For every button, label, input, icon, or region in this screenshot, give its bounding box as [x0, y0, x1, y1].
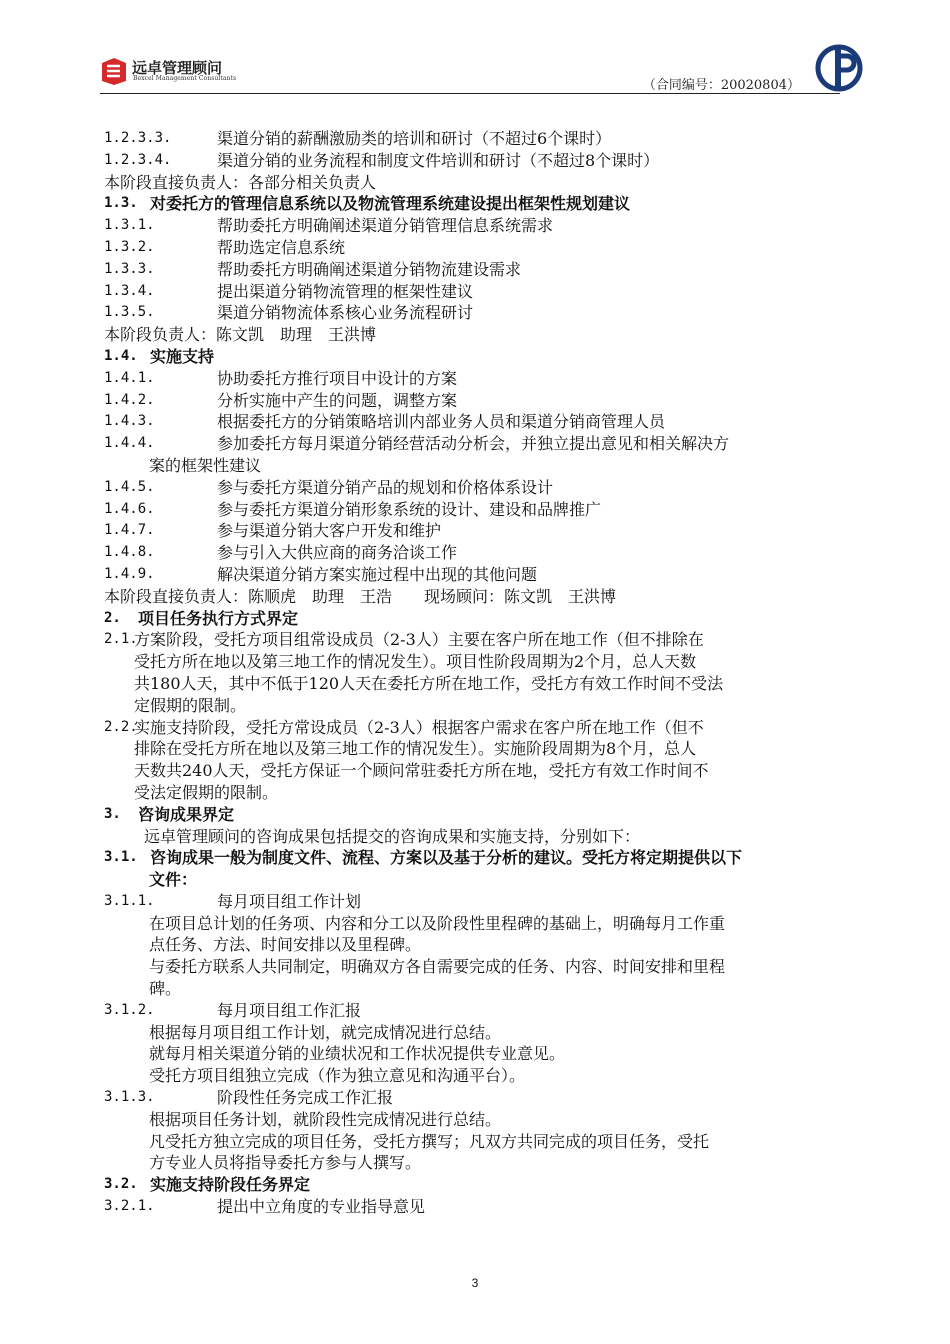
item-number: 1.4.1. [104, 369, 155, 386]
item-number: 1.2.3.3. [104, 130, 172, 146]
responsible-note: 本阶段直接负责人：陈顺虎 助理 王浩 现场顾问：陈文凯 王洪博 [104, 586, 617, 606]
item-number: 1.4.6. [104, 500, 155, 517]
text-line [104, 259, 844, 281]
text-line [104, 411, 844, 433]
text-line [104, 629, 844, 651]
item-text: 每月项目组工作计划 [217, 891, 362, 911]
responsible-note: 本阶段直接负责人：各部分相关负责人 [104, 172, 377, 192]
text-line [104, 172, 844, 194]
text-line [104, 1043, 844, 1065]
item-number: 1.4.5. [104, 478, 155, 495]
text-line [104, 433, 844, 455]
item-text: 渠道分销物流体系核心业务流程研讨 [217, 303, 474, 323]
text-line [104, 1131, 844, 1153]
item-number: 3.1.2. [104, 1001, 155, 1018]
text-line [104, 782, 844, 804]
continuation-text: 根据每月项目组工作计划，就完成情况进行总结。 [149, 1022, 502, 1042]
section-heading: 咨询成果一般为制度文件、流程、方案以及基于分析的建议。受托方将定期提供以下 [150, 848, 743, 868]
item-number: 1.4.9. [104, 565, 155, 582]
section-heading: 对委托方的管理信息系统以及物流管理系统建设提出框架性规划建议 [150, 194, 631, 214]
text-line [104, 826, 844, 848]
contract-number: （合同编号：20020804） [642, 78, 800, 93]
clause-number: 2.2. [104, 718, 138, 735]
chapter-number: 3. [104, 805, 121, 822]
section-heading: 实施支持阶段任务界定 [150, 1175, 311, 1195]
text-line [104, 1109, 844, 1131]
text-line [104, 324, 844, 346]
text-line [104, 150, 844, 172]
item-number: 1.3.4. [104, 282, 155, 299]
section-number: 1.4. [104, 347, 138, 364]
clause-continuation: 天数共240人天，受托方保证一个顾问常驻委托方所在地，受托方有效工作时间不 [134, 761, 709, 781]
company-name-cn: 远卓管理顾问 [132, 59, 223, 77]
text-line [104, 1022, 844, 1044]
text-line [104, 520, 844, 542]
company-logo [100, 55, 240, 85]
clause-continuation: 受托方所在地以及第三地工作的情况发生）。项目性阶段周期为2个月，总人天数 [134, 652, 697, 672]
clause-continuation: 受法定假期的限制。 [134, 782, 279, 802]
item-text: 参与委托方渠道分销形象系统的设计、建设和品牌推广 [217, 499, 602, 519]
item-number: 1.3.1. [104, 217, 155, 234]
item-text: 帮助委托方明确阐述渠道分销管理信息系统需求 [217, 216, 554, 236]
continuation-text: 根据项目任务计划，就阶段性完成情况进行总结。 [149, 1109, 502, 1129]
text-line [104, 1087, 844, 1109]
responsible-note: 本阶段负责人：陈文凯 助理 王洪博 [104, 325, 377, 345]
item-text: 参加委托方每月渠道分销经营活动分析会，并独立提出意见和相关解决方 [217, 434, 730, 454]
document-body [104, 128, 844, 1218]
item-text: 参与引入大供应商的商务洽谈工作 [217, 543, 458, 563]
clause-continuation: 排除在受托方所在地以及第三地工作的情况发生）。实施阶段周期为8个月，总人 [134, 739, 697, 759]
item-text: 分析实施中产生的问题，调整方案 [217, 390, 458, 410]
text-line [104, 346, 844, 368]
continuation-text: 与委托方联系人共同制定，明确双方各自需要完成的任务、内容、时间安排和里程 [149, 957, 726, 977]
item-number: 1.4.2. [104, 391, 155, 408]
page-header [0, 0, 950, 100]
paragraph-text: 远卓管理顾问的咨询成果包括提交的咨询成果和实施支持，分别如下： [144, 826, 641, 846]
text-line [104, 477, 844, 499]
item-number: 3.1.1. [104, 892, 155, 909]
item-text: 根据委托方的分销策略培训内部业务人员和渠道分销商管理人员 [217, 412, 666, 432]
section-number: 3.2. [104, 1176, 138, 1193]
text-line [104, 1196, 844, 1218]
item-text: 帮助委托方明确阐述渠道分销物流建设需求 [217, 259, 522, 279]
chapter-heading: 项目任务执行方式界定 [138, 608, 299, 628]
text-line [104, 193, 844, 215]
clause-number: 2.1. [104, 631, 138, 648]
item-number: 1.2.3.4. [104, 151, 172, 168]
text-line [104, 302, 844, 324]
text-line [104, 237, 844, 259]
text-line [104, 804, 844, 826]
text-line [104, 891, 844, 913]
text-line [104, 847, 844, 869]
clause-text: 实施支持阶段，受托方常设成员（2-3人）根据客户需求在客户所在地工作（但不 [134, 717, 704, 737]
continuation-text: 方专业人员将指导委托方参与人撰写。 [149, 1153, 422, 1173]
text-line [104, 368, 844, 390]
item-text: 解决渠道分销方案实施过程中出现的其他问题 [217, 564, 538, 584]
text-line [104, 673, 844, 695]
item-text: 参与委托方渠道分销产品的规划和价格体系设计 [217, 477, 554, 497]
continuation-text: 就每月相关渠道分销的业绩状况和工作状况提供专业意见。 [149, 1044, 566, 1064]
item-text: 提出中立角度的专业指导意见 [217, 1197, 426, 1217]
item-text: 渠道分销的业务流程和制度文件培训和研讨（不超过8个课时） [217, 150, 660, 170]
continuation-text: 点任务、方法、时间安排以及里程碑。 [149, 935, 422, 955]
clause-text: 方案阶段，受托方项目组常设成员（2-3人）主要在客户所在地工作（但不排除在 [134, 630, 704, 650]
item-number: 3.2.1. [104, 1198, 155, 1215]
text-line [104, 717, 844, 739]
item-text: 帮助选定信息系统 [217, 237, 346, 257]
text-line [104, 869, 844, 891]
chapter-heading: 咨询成果界定 [138, 804, 235, 824]
continuation-text: 凡受托方独立完成的项目任务，受托方撰写；凡双方共同完成的项目任务，受托 [149, 1131, 710, 1151]
section-number: 3.1. [104, 849, 138, 866]
text-line [104, 586, 844, 608]
item-number: 1.4.3. [104, 413, 155, 430]
text-line [104, 1065, 844, 1087]
text-line [104, 390, 844, 412]
section-number: 1.3. [104, 195, 138, 212]
text-line [104, 542, 844, 564]
text-line [104, 1000, 844, 1022]
item-number: 1.4.8. [104, 544, 155, 561]
text-line [104, 281, 844, 303]
item-text: 阶段性任务完成工作汇报 [217, 1088, 394, 1108]
continuation-text: 在项目总计划的任务项、内容和分工以及阶段性里程碑的基础上，明确每月工作重 [149, 913, 726, 933]
text-line [104, 760, 844, 782]
text-line [104, 1152, 844, 1174]
clause-continuation: 共180人天，其中不低于120人天在委托方所在地工作，受托方有效工作时间不受法 [134, 673, 724, 693]
item-number: 1.4.7. [104, 522, 155, 539]
chapter-number: 2. [104, 609, 121, 626]
text-line [104, 499, 844, 521]
item-text: 提出渠道分销物流管理的框架性建议 [217, 281, 474, 301]
text-line [104, 564, 844, 586]
item-text: 参与渠道分销大客户开发和维护 [217, 521, 442, 541]
continuation-text: 案的框架性建议 [149, 455, 262, 475]
logo-mark-icon [100, 57, 128, 85]
item-number: 1.4.4. [104, 435, 155, 452]
section-heading: 实施支持 [150, 346, 215, 366]
text-line [104, 215, 844, 237]
item-number: 1.3.2. [104, 238, 155, 255]
text-line [104, 695, 844, 717]
item-number: 1.3.5. [104, 304, 155, 321]
text-line [104, 608, 844, 630]
brand-emblem-icon [812, 42, 866, 96]
page-number: 3 [471, 1276, 479, 1290]
clause-continuation: 定假期的限制。 [134, 695, 247, 715]
text-line [104, 913, 844, 935]
text-line [104, 455, 844, 477]
company-name-en: Bexcel Management Consultants [133, 75, 237, 82]
section-heading-continuation: 文件： [149, 870, 198, 890]
item-text: 渠道分销的薪酬激励类的培训和研讨（不超过6个课时） [217, 129, 612, 148]
text-line [104, 651, 844, 673]
text-line [104, 978, 844, 1000]
text-line [104, 956, 844, 978]
text-line [104, 738, 844, 760]
text-line [104, 128, 844, 150]
item-text: 协助委托方推行项目中设计的方案 [217, 368, 458, 388]
item-number: 1.3.3. [104, 260, 155, 277]
continuation-text: 受托方项目组独立完成（作为独立意见和沟通平台）。 [149, 1066, 526, 1086]
item-text: 每月项目组工作汇报 [217, 1000, 362, 1020]
item-number: 3.1.3. [104, 1089, 155, 1106]
text-line [104, 934, 844, 956]
header-divider [100, 93, 840, 94]
continuation-text: 碑。 [149, 979, 182, 999]
text-line [104, 1174, 844, 1196]
